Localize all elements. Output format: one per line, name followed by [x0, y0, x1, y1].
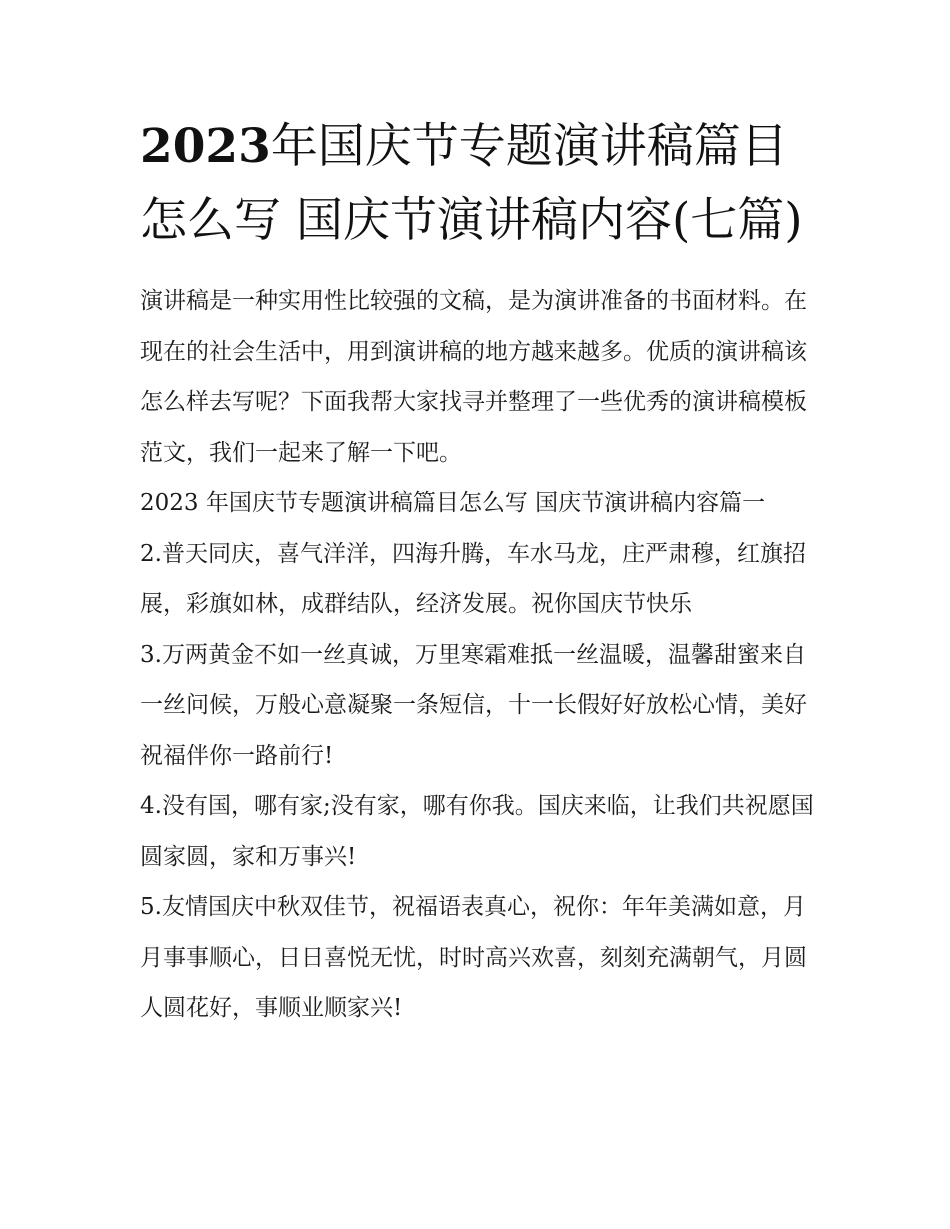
document-title	[140, 110, 820, 258]
title-year: 2023	[140, 119, 271, 174]
list-item-5: 5.友情国庆中秋双佳节，祝福语表真心，祝你：年年美满如意，月月事事顺心，日日喜悦无忧，时时高兴欢喜，刻刻充满朝气，月圆人圆花好，事顺业顺家兴!	[140, 894, 807, 1021]
document-page	[140, 110, 820, 1034]
title-text: 年国庆节专题演讲稿篇目怎么写 国庆节演讲稿内容(七篇)	[140, 119, 803, 248]
list-item-3: 3.万两黄金不如一丝真诚，万里寒霜难抵一丝温暖，温馨甜蜜来自一丝问候，万般心意凝聚一条短信，十一长假好好放松心情，美好祝福伴你一路前行!	[140, 641, 807, 769]
section-heading: 2023 年国庆节专题演讲稿篇目怎么写 国庆节演讲稿内容篇一	[140, 490, 766, 516]
list-item-2: 2.普天同庆，喜气洋洋，四海升腾，车水马龙，庄严肃穆，红旗招展，彩旗如林，成群结队，经济发展。祝你国庆节快乐	[140, 540, 806, 617]
list-item-4: 4.没有国，哪有家;没有家，哪有你我。国庆来临，让我们共祝愿国圆家圆，家和万事兴!	[140, 793, 814, 870]
intro-paragraph: 演讲稿是一种实用性比较强的文稿，是为演讲准备的书面材料。在现在的社会生活中，用到演讲稿的地方越来越多。优质的演讲稿该怎么样去写呢？下面我帮大家找寻并整理了一些优秀的演讲稿模板范文，我们一起来了解一下吧。	[140, 288, 807, 466]
